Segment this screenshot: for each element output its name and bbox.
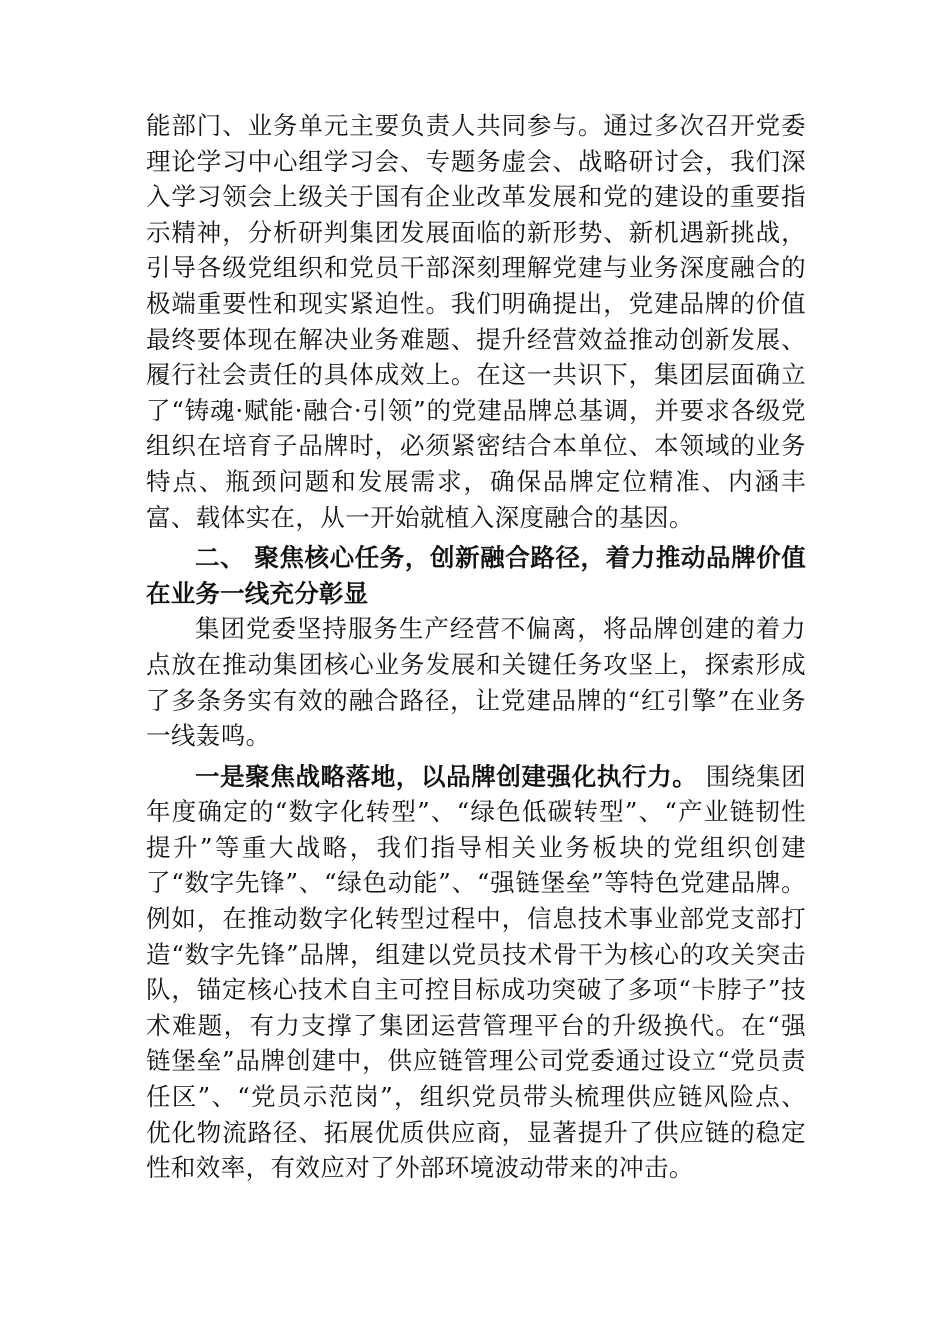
paragraph-body-text: 围绕集团年度确定的“数字化转型”、“绿色低碳转型”、“产业链韧性提升”等重大战略，我们指导相关业务板块的党组织创建了“数字先锋”、“绿色动能”、“强链堡垒”等特色党建品牌。例如，在推动数字化转型过程中，信息技术事业部党支部打造“数字先锋”品牌，组建以党员技术骨干为核心的攻关突击队，锚定核心技术自主可控目标成功突破了多项“卡脖子”技术难题，有力支撑了集团运营管理平台的升级换代。在“强链堡垒”品牌创建中，供应链管理公司党委通过设立“党员责任区”、“党员示范岗”，组织党员带头梳理供应链风险点、优化物流路径、拓展优质供应商，显著提升了供应链的稳定性和效率，有效应对了外部环境波动带来的冲击。 xyxy=(146,761,806,1183)
body-paragraph: 能部门、业务单元主要负责人共同参与。通过多次召开党委理论学习中心组学习会、专题务虚会、战略研讨会，我们深入学习领会上级关于国有企业改革发展和党的建设的重要指示精神，分析研判集团发展面临的新形势、新机遇新挑战，引导各级党组织和党员干部深刻理解党建与业务深度融合的极端重要性和现实紧迫性。我们明确提出，党建品牌的价值最终要体现在解决业务难题、提升经营效益推动创新发展、履行社会责任的具体成效上。在这一共识下，集团层面确立了“铸魂·赋能·融合·引领”的党建品牌总基调，并要求各级党组织在培育子品牌时，必须紧密结合本单位、本领域的业务特点、瓶颈问题和发展需求，确保品牌定位精准、内涵丰富、载体实在，从一开始就植入深度融合的基因。 xyxy=(146,111,806,532)
section-heading: 二、 聚焦核心任务，创新融合路径，着力推动品牌价值在业务一线充分彰显 xyxy=(146,543,806,608)
paragraph-lead-sentence: 一是聚焦战略落地，以品牌创建强化执行力。 xyxy=(195,761,698,791)
body-paragraph: 集团党委坚持服务生产经营不偏离，将品牌创建的着力点放在推动集团核心业务发展和关键任务攻坚上，探索形成了多条务实有效的融合路径，让党建品牌的“红引擎”在业务一线轰鸣。 xyxy=(146,614,806,751)
body-paragraph xyxy=(146,759,806,1186)
document-page xyxy=(146,108,806,1186)
